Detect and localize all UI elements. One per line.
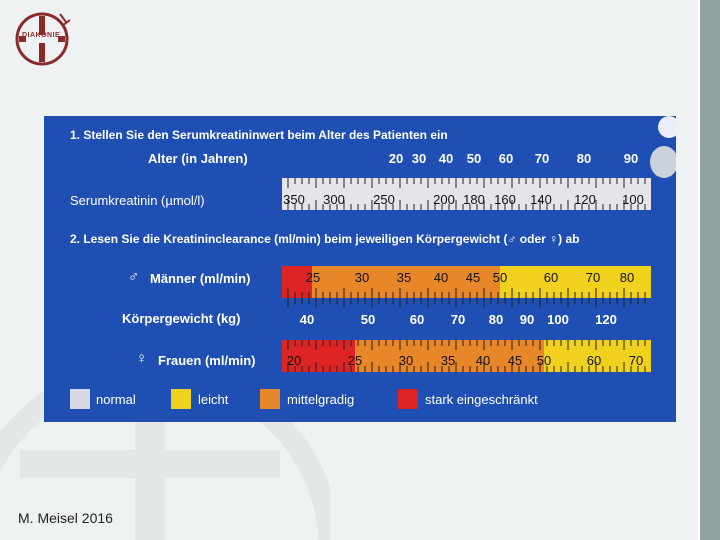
legend-label-stark: stark eingeschränkt [425,392,538,407]
age-value-50: 50 [466,151,482,166]
age-value-60: 60 [498,151,514,166]
legend-swatch-normal [70,389,90,409]
dial-knob [650,146,676,178]
weight-value-70: 70 [450,312,466,327]
step1-instruction: 1. Stellen Sie den Serumkreatininwert beim Alter des Patienten ein [70,128,448,142]
serum-value-120: 120 [574,192,596,207]
age-value-40: 40 [438,151,454,166]
women-value-40: 40 [475,353,491,368]
women-value-20: 20 [286,353,302,368]
men-value-60: 60 [543,270,559,285]
women-value-50: 50 [536,353,552,368]
footer-text: M. Meisel 2016 [18,510,113,526]
men-value-30: 30 [354,270,370,285]
women-value-35: 35 [440,353,456,368]
weight-value-120: 120 [595,312,617,327]
women-value-45: 45 [507,353,523,368]
age-value-30: 30 [411,151,427,166]
men-label: Männer (ml/min) [150,271,251,286]
weight-value-100: 100 [547,312,569,327]
age-value-20: 20 [388,151,404,166]
men-value-40: 40 [433,270,449,285]
age-value-80: 80 [576,151,592,166]
serum-value-250: 250 [373,192,395,207]
legend-swatch-stark [398,389,418,409]
weight-value-40: 40 [299,312,315,327]
right-edge-highlight [698,0,700,540]
age-value-70: 70 [534,151,550,166]
men-value-35: 35 [396,270,412,285]
age-value-90: 90 [623,151,639,166]
legend-swatch-mittelgradig [260,389,280,409]
women-value-30: 30 [398,353,414,368]
step2-instruction: 2. Lesen Sie die Kreatininclearance (ml/min) beim jeweiligen Körpergewicht (♂ oder ♀) ab [70,232,580,246]
serum-value-140: 140 [530,192,552,207]
weight-value-90: 90 [519,312,535,327]
male-symbol: ♂ [128,268,140,285]
serum-value-300: 300 [323,192,345,207]
women-value-70: 70 [628,353,644,368]
men-value-45: 45 [465,270,481,285]
men-value-80: 80 [619,270,635,285]
legend-label-normal: normal [96,392,136,407]
weight-label: Körpergewicht (kg) [122,311,241,326]
logo-text: DIAKONIE [22,32,61,39]
legend-swatch-leicht [171,389,191,409]
serum-value-200: 200 [433,192,455,207]
weight-value-80: 80 [488,312,504,327]
men-value-25: 25 [305,270,321,285]
men-value-50: 50 [492,270,508,285]
legend-label-leicht: leicht [198,392,229,407]
dial-knob-top [658,116,676,138]
men-value-70: 70 [585,270,601,285]
women-value-60: 60 [586,353,602,368]
women-value-25: 25 [347,353,363,368]
age-label: Alter (in Jahren) [148,151,248,166]
creatinine-clearance-card [44,116,676,422]
diakonie-logo [14,10,74,68]
weight-value-60: 60 [409,312,425,327]
serum-value-180: 180 [463,192,485,207]
serum-value-160: 160 [494,192,516,207]
legend-label-mittelgradig: mittelgradig [287,392,355,407]
serum-value-100: 100 [622,192,644,207]
serum-value-350: 350 [283,192,305,207]
right-edge-bar [700,0,720,540]
female-symbol: ♀ [136,350,148,367]
women-label: Frauen (ml/min) [158,353,256,368]
serum-label: Serumkreatinin (µmol/l) [70,193,205,208]
weight-value-50: 50 [360,312,376,327]
